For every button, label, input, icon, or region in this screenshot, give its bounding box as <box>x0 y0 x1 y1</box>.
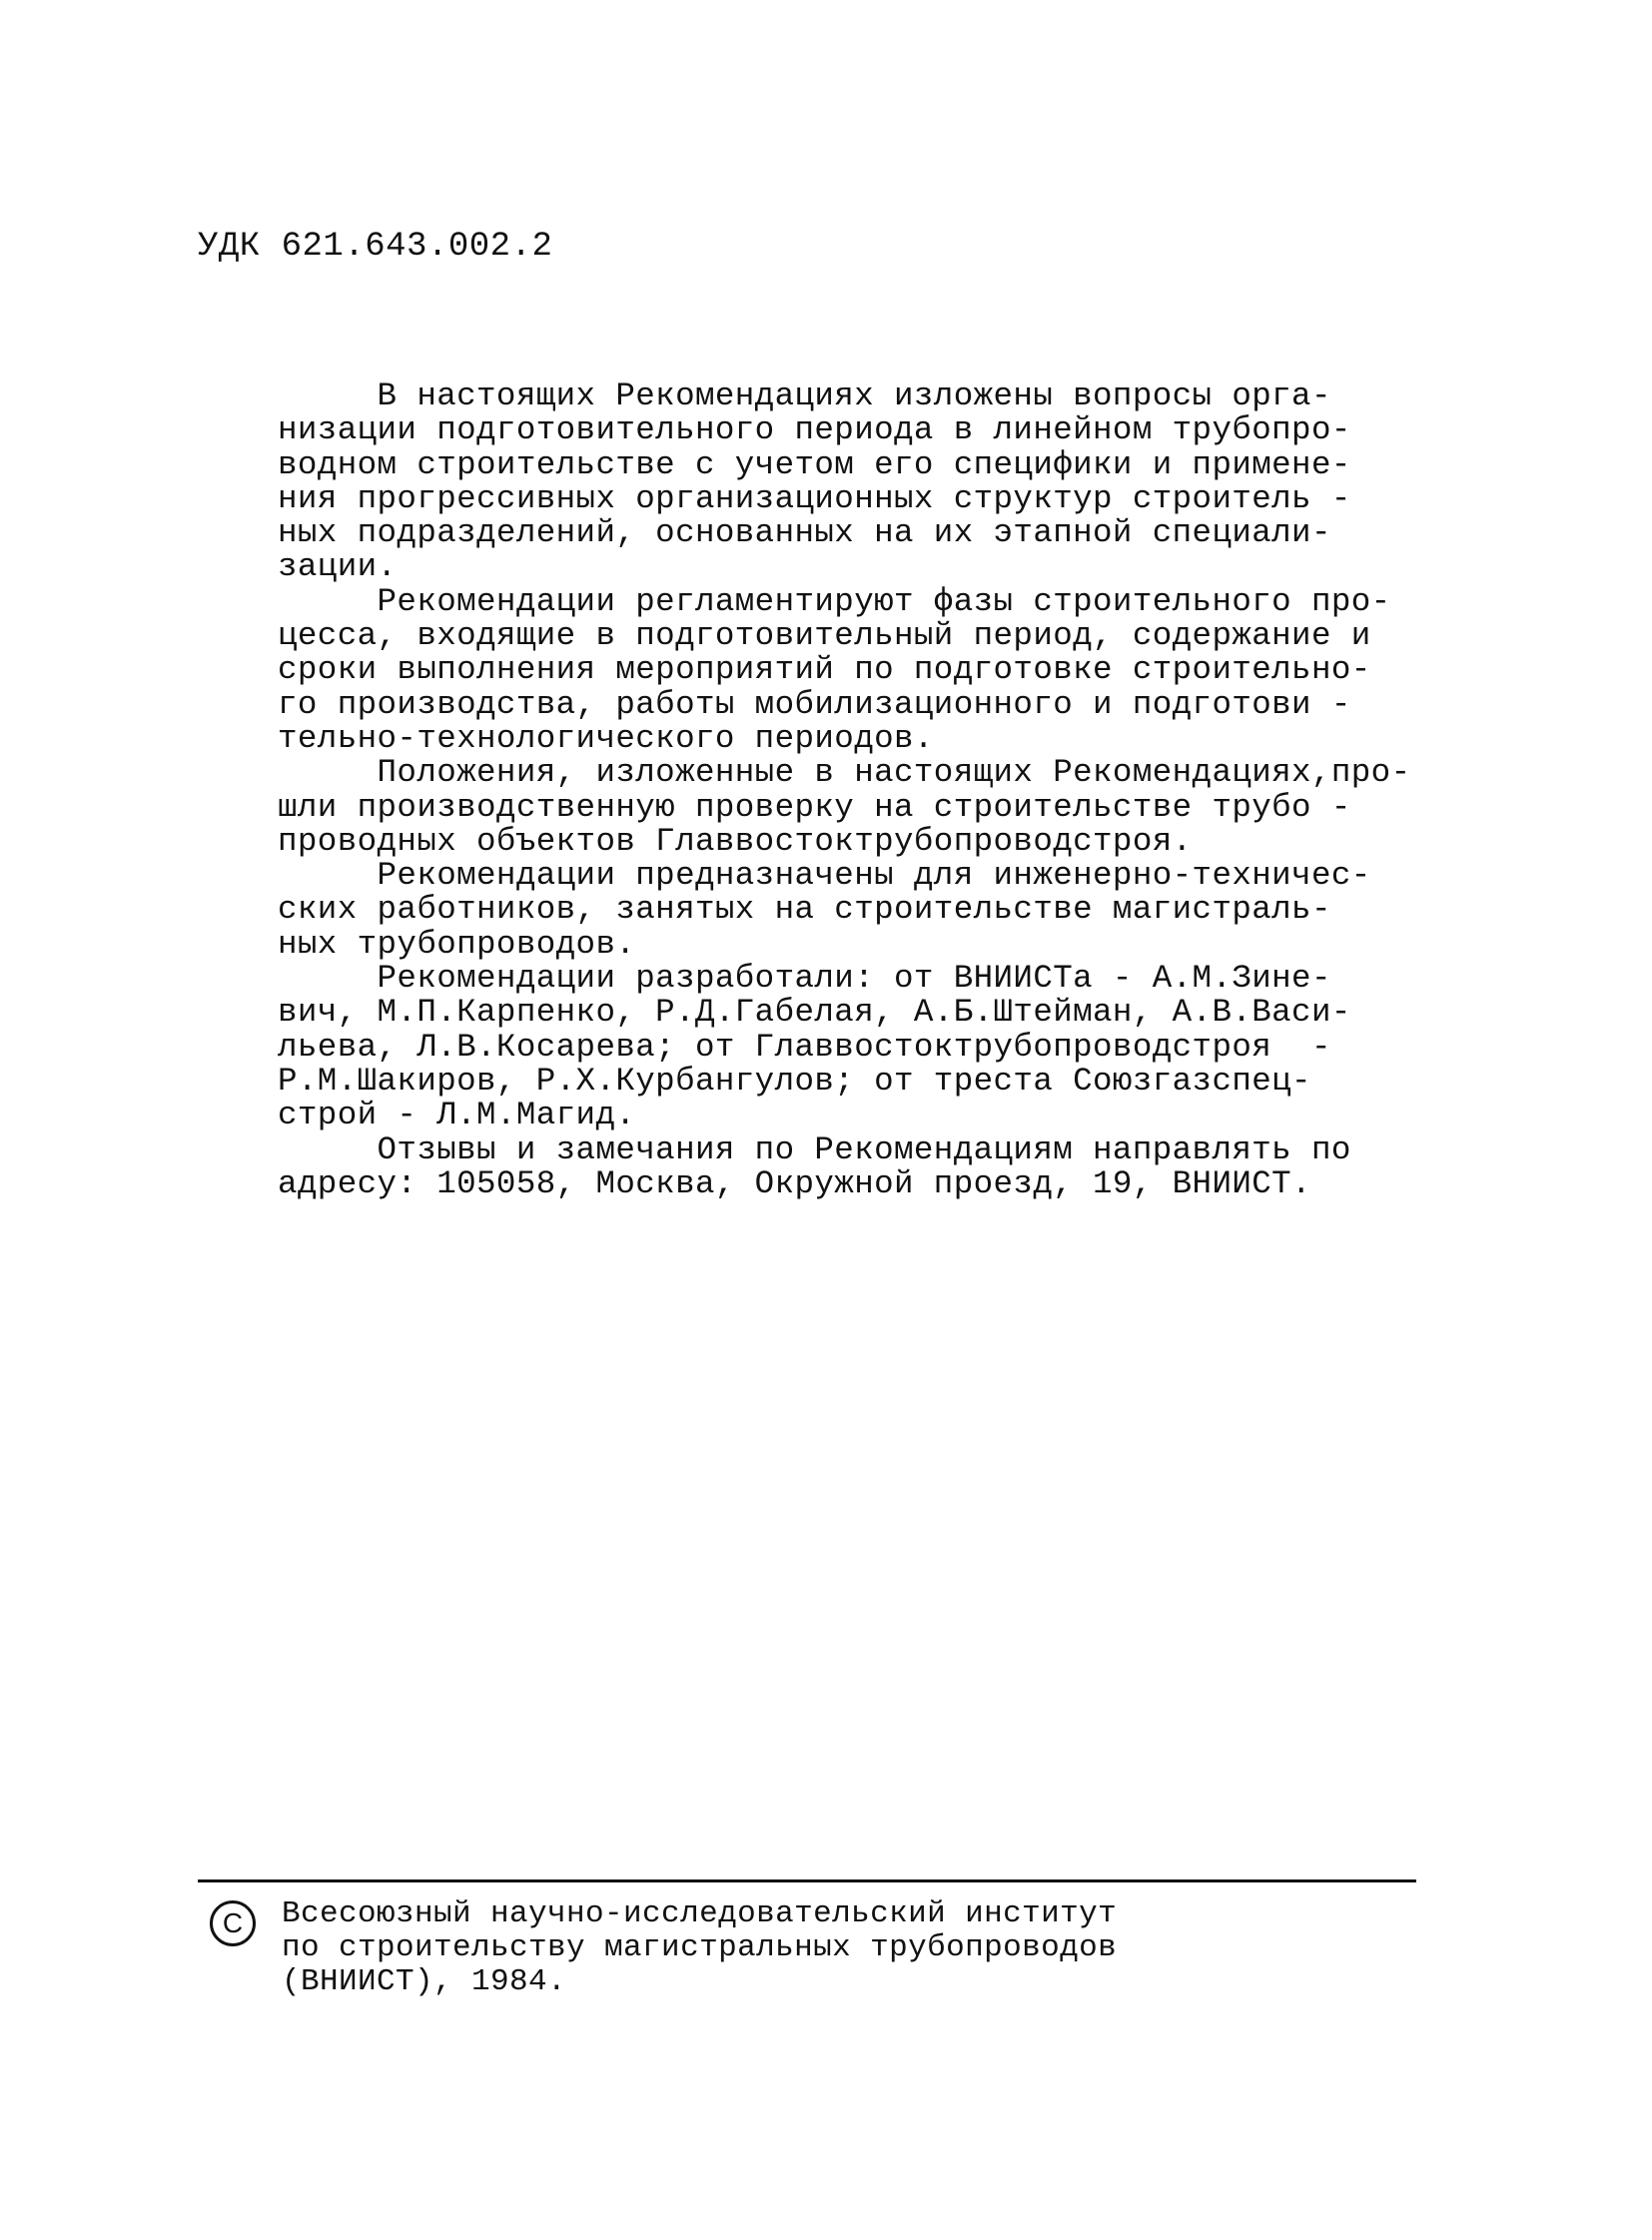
text-line: Рекомендации предназначены для инженерно-техничес- <box>278 857 1371 895</box>
annotation-text <box>278 379 1436 1201</box>
text-line: сроки выполнения мероприятий по подготовке строительно- <box>278 651 1371 689</box>
text-line: строй - Л.М.Магид. <box>278 1097 636 1134</box>
copyright-notice <box>282 1897 1400 1999</box>
text-line: проводных объектов Главвостоктрубопроводстроя. <box>278 822 1193 860</box>
text-line: тельно-технологического периодов. <box>278 719 934 757</box>
text-line: Отзывы и замечания по Рекомендациям направлять по <box>278 1130 1351 1168</box>
footer-line: по строительству магистральных трубопроводов <box>282 1930 1118 1965</box>
text-line: Рекомендации регламентируют фазы строительного про- <box>278 582 1391 620</box>
text-line: шли производственную проверку на строительстве трубо - <box>278 788 1351 826</box>
footer-divider <box>198 1879 1416 1882</box>
text-line: зации. <box>278 548 398 586</box>
udk-code: УДК 621.643.002.2 <box>198 228 553 266</box>
footer-line: Всесоюзный научно-исследовательский институт <box>282 1896 1118 1931</box>
text-line: низации подготовительного периода в линейном трубопро- <box>278 411 1351 449</box>
copyright-icon: С <box>210 1900 256 1946</box>
text-line: ния прогрессивных организационных структур строитель - <box>278 479 1351 517</box>
text-line: ных трубопроводов. <box>278 925 636 963</box>
text-line: вич, М.П.Карпенко, Р.Д.Габелая, А.Б.Штейман, А.В.Васи- <box>278 994 1351 1032</box>
text-line: го производства, работы мобилизационного и подготови - <box>278 685 1351 723</box>
text-line: Р.М.Шакиров, Р.Х.Курбангулов; от треста Союзгазспец- <box>278 1062 1311 1100</box>
text-line: В настоящих Рекомендациях изложены вопросы орга- <box>278 377 1331 414</box>
text-line: ских работников, занятых на строительстве магистраль- <box>278 891 1331 929</box>
text-line: адресу: 105058, Москва, Окружной проезд, 19, ВНИИСТ. <box>278 1164 1311 1202</box>
text-line: Положения, изложенные в настоящих Рекомендациях,про- <box>278 754 1411 792</box>
footer-line: (ВНИИСТ), 1984. <box>282 1964 567 1999</box>
text-line: ных подразделений, основанных на их этапной специали- <box>278 514 1331 552</box>
text-line: льева, Л.В.Косарева; от Главвостоктрубопроводстроя - <box>278 1028 1331 1066</box>
text-line: водном строительстве с учетом его специфики и примене- <box>278 445 1351 483</box>
text-line: цесса, входящие в подготовительный период, содержание и <box>278 617 1371 655</box>
text-line: Рекомендации разработали: от ВНИИСТа - А.М.Зине- <box>278 960 1331 998</box>
